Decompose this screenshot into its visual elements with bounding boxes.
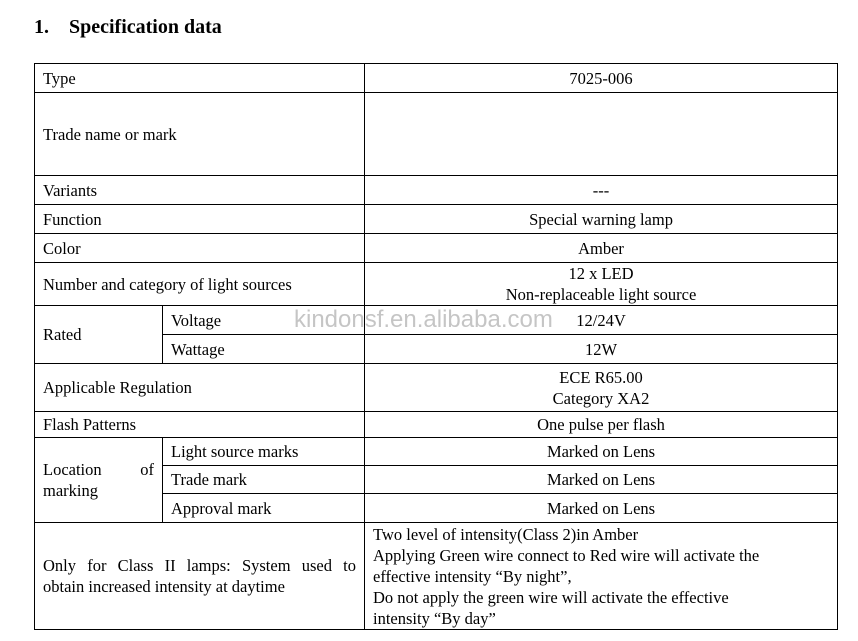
table-row [35, 523, 838, 630]
color-label: Color [35, 234, 365, 263]
regulation-value [365, 364, 838, 412]
wattage-label: Wattage [163, 335, 365, 364]
approval-mark-value: Marked on Lens [365, 494, 838, 523]
light-source-marks-value: Marked on Lens [365, 438, 838, 466]
light-sources-count: 12 x LED [568, 264, 634, 283]
location-word: Location [43, 460, 102, 479]
table-row [35, 176, 838, 205]
spec-table [34, 63, 838, 630]
table-row [35, 205, 838, 234]
function-value: Special warning lamp [365, 205, 838, 234]
flash-patterns-value: One pulse per flash [365, 412, 838, 438]
function-label: Function [35, 205, 365, 234]
table-row [35, 263, 838, 306]
table-row [35, 234, 838, 263]
trade-name-value [365, 93, 838, 176]
table-row [35, 364, 838, 412]
wattage-value: 12W [365, 335, 838, 364]
type-label: Type [35, 64, 365, 93]
class2-value-line1: Two level of intensity(Class 2)in Amber [373, 524, 639, 544]
class2-label-line1: Only for Class II lamps: System used to [43, 556, 357, 575]
class2-value-line4: Do not apply the green wire will activate the effective [373, 587, 729, 607]
table-row [35, 64, 838, 93]
trade-mark-value: Marked on Lens [365, 466, 838, 494]
table-row [35, 93, 838, 176]
trade-name-label: Trade name or mark [35, 93, 365, 176]
class2-label [35, 523, 365, 630]
trade-mark-label: Trade mark [163, 466, 365, 494]
class2-value-line2: Applying Green wire connect to Red wire will activate the [373, 545, 760, 565]
table-row [35, 412, 838, 438]
variants-label: Variants [35, 176, 365, 205]
location-of-marking-label [35, 438, 163, 523]
regulation-label: Applicable Regulation [35, 364, 365, 412]
class2-value-line5: intensity “By day” [373, 608, 496, 628]
variants-value: --- [365, 176, 838, 205]
section-heading [34, 16, 222, 39]
color-value: Amber [365, 234, 838, 263]
rated-label: Rated [35, 306, 163, 364]
light-source-marks-label: Light source marks [163, 438, 365, 466]
section-number: 1. [34, 16, 49, 38]
location-label-line1 [43, 459, 154, 480]
watermark: kindonsf.en.alibaba.com [294, 306, 553, 333]
voltage-value: 12/24V [365, 306, 838, 335]
table-row [35, 306, 838, 335]
table-row [35, 438, 838, 466]
regulation-ece: ECE R65.00 [559, 367, 643, 387]
light-sources-category: Non-replaceable light source [505, 285, 697, 304]
regulation-category: Category XA2 [552, 388, 650, 408]
flash-patterns-label: Flash Patterns [35, 412, 365, 438]
class2-value [365, 523, 838, 630]
type-value: 7025-006 [365, 64, 838, 93]
light-sources-label: Number and category of light sources [35, 263, 365, 306]
class2-label-line2: obtain increased intensity at daytime [43, 577, 285, 596]
location-label-line2: marking [43, 481, 98, 500]
light-sources-value [365, 263, 838, 306]
class2-value-line3: effective intensity “By night”, [373, 566, 572, 586]
voltage-label: Voltage [163, 306, 365, 335]
section-title: Specification data [69, 16, 222, 38]
of-word: of [140, 460, 154, 479]
approval-mark-label: Approval mark [163, 494, 365, 523]
